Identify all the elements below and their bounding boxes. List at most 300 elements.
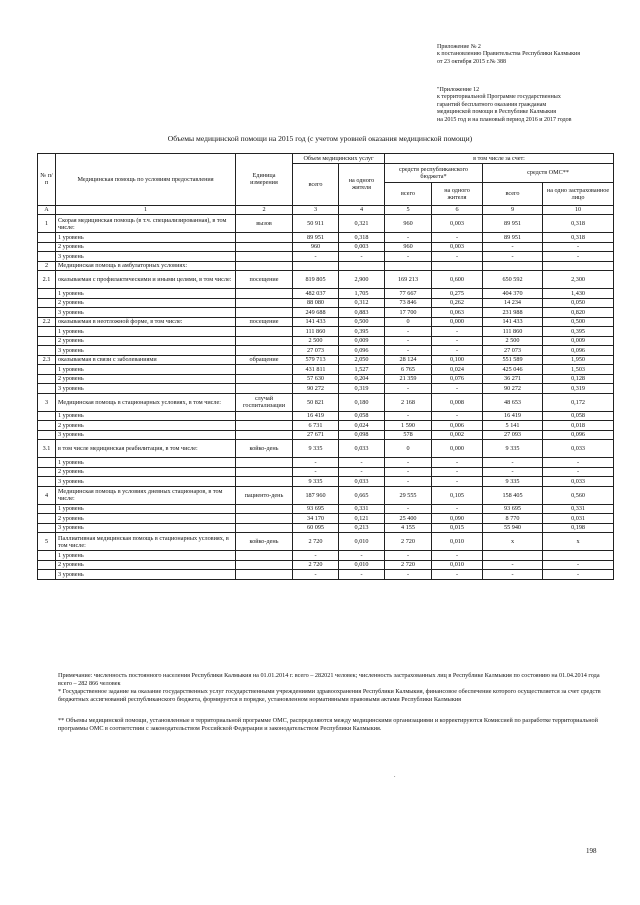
row-value: 0,312 (339, 298, 385, 308)
row-num (38, 570, 56, 580)
row-num (38, 346, 56, 356)
row-value: 579 713 (293, 355, 339, 365)
row-value: 404 370 (483, 289, 543, 299)
table-row (38, 215, 614, 233)
row-value: - (385, 384, 432, 394)
column-number: 6 (432, 205, 483, 215)
table-row (38, 467, 614, 477)
row-value: 141 433 (483, 317, 543, 327)
row-label: 3 уровень (56, 430, 236, 440)
stray-mark: . (394, 773, 396, 779)
row-value: - (339, 570, 385, 580)
row-value: 48 653 (483, 393, 543, 411)
row-unit (236, 570, 293, 580)
row-num (38, 308, 56, 318)
row-value: 0,003 (432, 215, 483, 233)
row-value: 2,050 (339, 355, 385, 365)
row-value: 0,098 (339, 430, 385, 440)
row-value: 0,006 (432, 421, 483, 431)
row-value: - (293, 252, 339, 262)
row-value: 0,015 (432, 523, 483, 533)
header-oms: средств ОМС** (483, 163, 614, 182)
table-row (38, 551, 614, 561)
row-label: 3 уровень (56, 477, 236, 487)
header-line: к постановлению Правительства Республики Калмыкия (437, 51, 581, 58)
row-num (38, 298, 56, 308)
row-value: - (432, 570, 483, 580)
header-budget-per: на одного жителя (432, 182, 483, 205)
row-value: - (432, 252, 483, 262)
column-number: 1 (56, 205, 236, 215)
row-unit (236, 560, 293, 570)
row-value: - (432, 384, 483, 394)
row-unit (236, 327, 293, 337)
row-num: 3.1 (38, 440, 56, 458)
row-value: 0,033 (543, 477, 614, 487)
row-value: 2 500 (293, 336, 339, 346)
row-value: - (543, 458, 614, 468)
row-unit: пациенто-день (236, 486, 293, 504)
table-row (38, 252, 614, 262)
row-value: 93 695 (483, 504, 543, 514)
row-num (38, 560, 56, 570)
row-value: - (339, 252, 385, 262)
row-value: 9 335 (293, 440, 339, 458)
header-incl: в том числе за счет: (385, 154, 614, 164)
row-unit (236, 477, 293, 487)
row-label: 1 уровень (56, 289, 236, 299)
volume-table (37, 153, 614, 580)
header-line: медицинской помощи в Республике Калмыкия (437, 109, 557, 116)
row-label: 2 уровень (56, 421, 236, 431)
table-row (38, 346, 614, 356)
row-unit (236, 374, 293, 384)
row-value: 77 667 (385, 289, 432, 299)
row-num: 4 (38, 486, 56, 504)
row-value: 27 073 (483, 346, 543, 356)
row-num: 2 (38, 261, 56, 271)
row-unit: койко-день (236, 533, 293, 551)
row-value: 0,198 (543, 523, 614, 533)
header-per-resident: на одного жителя (339, 163, 385, 205)
row-label: 1 уровень (56, 458, 236, 468)
row-value: 0,009 (543, 336, 614, 346)
row-label: 3 уровень (56, 523, 236, 533)
column-number: 9 (483, 205, 543, 215)
row-value: 1,503 (543, 365, 614, 375)
row-value: 0,128 (543, 374, 614, 384)
row-num (38, 551, 56, 561)
row-value: 431 811 (293, 365, 339, 375)
row-num (38, 289, 56, 299)
row-num (38, 242, 56, 252)
row-value: - (432, 551, 483, 561)
row-value: х (483, 533, 543, 551)
row-value: 0,010 (339, 533, 385, 551)
row-value: 89 951 (483, 233, 543, 243)
table-row (38, 393, 614, 411)
row-num: 2.3 (38, 355, 56, 365)
row-value: 141 433 (293, 317, 339, 327)
row-unit (236, 458, 293, 468)
row-value: 187 960 (293, 486, 339, 504)
row-value: - (432, 458, 483, 468)
row-label: 1 уровень (56, 411, 236, 421)
table-row (38, 233, 614, 243)
row-label: оказываемая в неотложной форме, в том числе: (56, 317, 236, 327)
row-unit (236, 467, 293, 477)
table-row (38, 486, 614, 504)
row-unit (236, 233, 293, 243)
table-row (38, 421, 614, 431)
row-value: 25 400 (385, 514, 432, 524)
row-num (38, 336, 56, 346)
row-unit: посещение (236, 271, 293, 289)
row-value: 90 272 (483, 384, 543, 394)
row-value: 9 335 (483, 477, 543, 487)
row-num (38, 477, 56, 487)
row-value: 0,050 (543, 298, 614, 308)
row-value: - (432, 327, 483, 337)
row-label: 2 уровень (56, 298, 236, 308)
row-value: - (432, 336, 483, 346)
row-value: 0,331 (339, 504, 385, 514)
header-volume: Объем медицинских услуг (293, 154, 385, 164)
row-value: 169 213 (385, 271, 432, 289)
row-value: 0,076 (432, 374, 483, 384)
row-value: - (483, 242, 543, 252)
row-value: - (293, 570, 339, 580)
table-row (38, 514, 614, 524)
row-value (339, 261, 385, 271)
row-value: 0,395 (543, 327, 614, 337)
row-value: 0 (385, 317, 432, 327)
row-value: 50 821 (293, 393, 339, 411)
row-value (432, 261, 483, 271)
row-value: 55 940 (483, 523, 543, 533)
column-number: 4 (339, 205, 385, 215)
row-label: 3 уровень (56, 308, 236, 318)
row-num (38, 233, 56, 243)
row-value: 551 589 (483, 355, 543, 365)
notes (58, 672, 603, 733)
row-value: 27 093 (483, 430, 543, 440)
row-value: 960 (385, 215, 432, 233)
row-value: 0,058 (543, 411, 614, 421)
table-row (38, 271, 614, 289)
row-value: 0,500 (339, 317, 385, 327)
row-value: 2,900 (339, 271, 385, 289)
row-value: 0,058 (339, 411, 385, 421)
row-unit (236, 421, 293, 431)
row-value: 2 720 (385, 533, 432, 551)
row-value: 0,321 (339, 215, 385, 233)
row-value: 27 073 (293, 346, 339, 356)
row-value: 93 695 (293, 504, 339, 514)
row-value: - (432, 477, 483, 487)
row-value: 90 272 (293, 384, 339, 394)
row-value: 28 124 (385, 355, 432, 365)
row-value: 0,180 (339, 393, 385, 411)
table-row (38, 560, 614, 570)
row-value: - (432, 467, 483, 477)
row-value: 1,430 (543, 289, 614, 299)
table-row (38, 242, 614, 252)
row-num: 3 (38, 393, 56, 411)
row-value: - (385, 570, 432, 580)
row-value: - (339, 467, 385, 477)
row-value: 0,172 (543, 393, 614, 411)
row-label: 1 уровень (56, 365, 236, 375)
row-value: 0,883 (339, 308, 385, 318)
row-unit (236, 365, 293, 375)
row-num: 1 (38, 215, 56, 233)
row-value: 0,275 (432, 289, 483, 299)
row-value (483, 261, 543, 271)
row-value: 34 170 (293, 514, 339, 524)
row-unit (236, 411, 293, 421)
row-value: - (385, 233, 432, 243)
row-label: 2 уровень (56, 336, 236, 346)
row-label: 3 уровень (56, 346, 236, 356)
header-total: всего (293, 163, 339, 205)
row-label: в том числе медицинская реабилитация, в том числе: (56, 440, 236, 458)
column-number: А (38, 205, 56, 215)
row-value: 0,318 (543, 215, 614, 233)
row-value: 73 846 (385, 298, 432, 308)
row-value: 0,000 (432, 440, 483, 458)
row-value: 0,096 (543, 430, 614, 440)
row-label: Паллиативная медицинская помощь в стационарных условиях, в том числе: (56, 533, 236, 551)
row-value: 2 720 (293, 560, 339, 570)
row-value: 0,500 (543, 317, 614, 327)
row-unit: случай госпитализации (236, 393, 293, 411)
row-value: 50 911 (293, 215, 339, 233)
row-label: 2 уровень (56, 514, 236, 524)
row-value: 0,033 (339, 477, 385, 487)
row-value: 0,003 (432, 242, 483, 252)
row-label: Медицинская помощь в условиях дневных стационаров, в том числе: (56, 486, 236, 504)
row-value: - (432, 504, 483, 514)
row-value: 425 046 (483, 365, 543, 375)
row-value: 2 720 (385, 560, 432, 570)
row-unit (236, 252, 293, 262)
row-label: оказываемая с профилактическими и иными целями, в том числе: (56, 271, 236, 289)
row-value: х (543, 533, 614, 551)
row-value: - (483, 252, 543, 262)
row-value: 0,319 (339, 384, 385, 394)
row-value: 29 555 (385, 486, 432, 504)
row-value: - (385, 551, 432, 561)
row-label: Медицинская помощь в стационарных условиях, в том числе: (56, 393, 236, 411)
row-num (38, 384, 56, 394)
row-value: 0,105 (432, 486, 483, 504)
row-value (293, 261, 339, 271)
table-row (38, 317, 614, 327)
header-oms-total: всего (483, 182, 543, 205)
row-unit (236, 261, 293, 271)
column-number: 10 (543, 205, 614, 215)
row-value: 16 419 (483, 411, 543, 421)
row-value: 1,527 (339, 365, 385, 375)
row-label: 2 уровень (56, 242, 236, 252)
row-value: 578 (385, 430, 432, 440)
row-value: 17 700 (385, 308, 432, 318)
row-num (38, 467, 56, 477)
row-value: 14 234 (483, 298, 543, 308)
row-value: 0,096 (543, 346, 614, 356)
row-value (385, 261, 432, 271)
page-title: Объемы медицинской помощи на 2015 год (с учетом уровней оказания медицинской помощи) (167, 134, 473, 143)
row-value: 0,010 (432, 560, 483, 570)
row-value (543, 551, 614, 561)
row-value: 819 805 (293, 271, 339, 289)
row-unit (236, 523, 293, 533)
row-value: 0,820 (543, 308, 614, 318)
row-unit: вызов (236, 215, 293, 233)
row-unit (236, 514, 293, 524)
row-label: 3 уровень (56, 384, 236, 394)
row-value: 4 155 (385, 523, 432, 533)
row-label: Скорая медицинская помощь (в т.ч. специализированная), в том числе: (56, 215, 236, 233)
row-unit (236, 242, 293, 252)
row-value: 57 630 (293, 374, 339, 384)
row-label: оказываемая в связи с заболеваниями (56, 355, 236, 365)
row-value: 960 (293, 242, 339, 252)
note-oms: ** Объемы медицинской помощи, установленные в территориальной программе ОМС, распределяются между медицинскими организациями и корректируются Комиссией по разработке территориальной программы ОМС в соответствии с законодательством Российской Федерации и законодательством Республики Калмыкия. (58, 717, 598, 732)
row-num (38, 514, 56, 524)
row-label: 1 уровень (56, 327, 236, 337)
row-value: - (385, 504, 432, 514)
row-value: 0,024 (339, 421, 385, 431)
row-value: 60 095 (293, 523, 339, 533)
row-value: 0,665 (339, 486, 385, 504)
header-line: на 2015 год и на плановый период 2016 и 2017 годов (437, 116, 572, 123)
header-budget: средств республиканского бюджета* (385, 163, 483, 182)
table-row (38, 458, 614, 468)
row-unit (236, 551, 293, 561)
row-value: - (339, 551, 385, 561)
note-population: Примечание: численность постоянного населения Республики Калмыкия на 01.01.2014 г. всего – 282021 человек; численность застрахованных лиц в Республике Калмыкия по состоянию на 01.04.2014 года всего – 282 866 человек (58, 672, 600, 687)
row-unit (236, 289, 293, 299)
row-value: 0,063 (432, 308, 483, 318)
column-number: 2 (236, 205, 293, 215)
row-value: 8 770 (483, 514, 543, 524)
row-num (38, 504, 56, 514)
row-label: 3 уровень (56, 570, 236, 580)
header-line: от 23 октября 2015 г.№ 388 (437, 58, 507, 65)
row-value: 0,213 (339, 523, 385, 533)
row-value: 0,002 (432, 430, 483, 440)
row-value: 0,096 (339, 346, 385, 356)
table-row (38, 374, 614, 384)
row-value (483, 551, 543, 561)
row-value: 0,009 (339, 336, 385, 346)
row-value: 0,262 (432, 298, 483, 308)
row-unit: посещение (236, 317, 293, 327)
table-row (38, 298, 614, 308)
row-value: - (385, 327, 432, 337)
column-number: 5 (385, 205, 432, 215)
row-value: - (483, 458, 543, 468)
note-budget: * Государственное задание на оказание государственных услуг государственными учреждениями здравоохранения Республики Калмыкия, финансовое обеспечение которого осуществляется за счет средств бюджетных ассигнований республиканского бюджета, формируется в порядке, установленном нормативными правовыми актами Республики Калмыкия (58, 688, 601, 703)
row-value: 0,331 (543, 504, 614, 514)
table-row (38, 261, 614, 271)
row-value: 0 (385, 440, 432, 458)
row-value: 0,318 (339, 233, 385, 243)
row-value (543, 261, 614, 271)
row-value: 0,033 (339, 440, 385, 458)
row-unit (236, 336, 293, 346)
row-value: - (483, 560, 543, 570)
table-row (38, 308, 614, 318)
row-value: 0,000 (432, 317, 483, 327)
row-label: Медицинская помощь в амбулаторных условиях: (56, 261, 236, 271)
row-unit (236, 298, 293, 308)
row-value: - (385, 458, 432, 468)
row-value: 0,318 (543, 233, 614, 243)
row-value: 0,100 (432, 355, 483, 365)
row-value: - (293, 458, 339, 468)
row-unit: койко-день (236, 440, 293, 458)
row-num (38, 421, 56, 431)
table-row (38, 384, 614, 394)
row-value: - (293, 467, 339, 477)
row-value: 1 590 (385, 421, 432, 431)
row-value: 0,033 (543, 440, 614, 458)
row-label: 1 уровень (56, 551, 236, 561)
row-label: 2 уровень (56, 374, 236, 384)
row-value: 482 037 (293, 289, 339, 299)
row-value: 111 860 (483, 327, 543, 337)
table-row (38, 440, 614, 458)
table-row (38, 430, 614, 440)
row-value: 249 688 (293, 308, 339, 318)
row-value: 16 419 (293, 411, 339, 421)
row-value: 9 335 (483, 440, 543, 458)
table-row (38, 570, 614, 580)
row-value: 89 951 (483, 215, 543, 233)
row-value: - (483, 570, 543, 580)
row-unit: обращение (236, 355, 293, 365)
row-value: 36 271 (483, 374, 543, 384)
table-row (38, 533, 614, 551)
header-line: к территориальной Программе государственных (437, 94, 561, 101)
row-value: - (543, 560, 614, 570)
row-num: 2.1 (38, 271, 56, 289)
row-value: - (543, 252, 614, 262)
row-value: 231 988 (483, 308, 543, 318)
header-line: Приложение № 2 (437, 44, 481, 50)
row-label: 1 уровень (56, 233, 236, 243)
row-value: 9 335 (293, 477, 339, 487)
row-num: 2.2 (38, 317, 56, 327)
row-num: 5 (38, 533, 56, 551)
row-num (38, 430, 56, 440)
row-value: 21 359 (385, 374, 432, 384)
row-value: 2 500 (483, 336, 543, 346)
table-row (38, 504, 614, 514)
row-value: 0,395 (339, 327, 385, 337)
row-value: 0,600 (432, 271, 483, 289)
row-value: - (385, 411, 432, 421)
row-value: 6 731 (293, 421, 339, 431)
header-line: гарантий бесплатного оказания гражданам (437, 101, 547, 108)
row-value: 0,018 (543, 421, 614, 431)
row-value: 0,008 (432, 393, 483, 411)
row-value: - (385, 252, 432, 262)
table-row (38, 411, 614, 421)
